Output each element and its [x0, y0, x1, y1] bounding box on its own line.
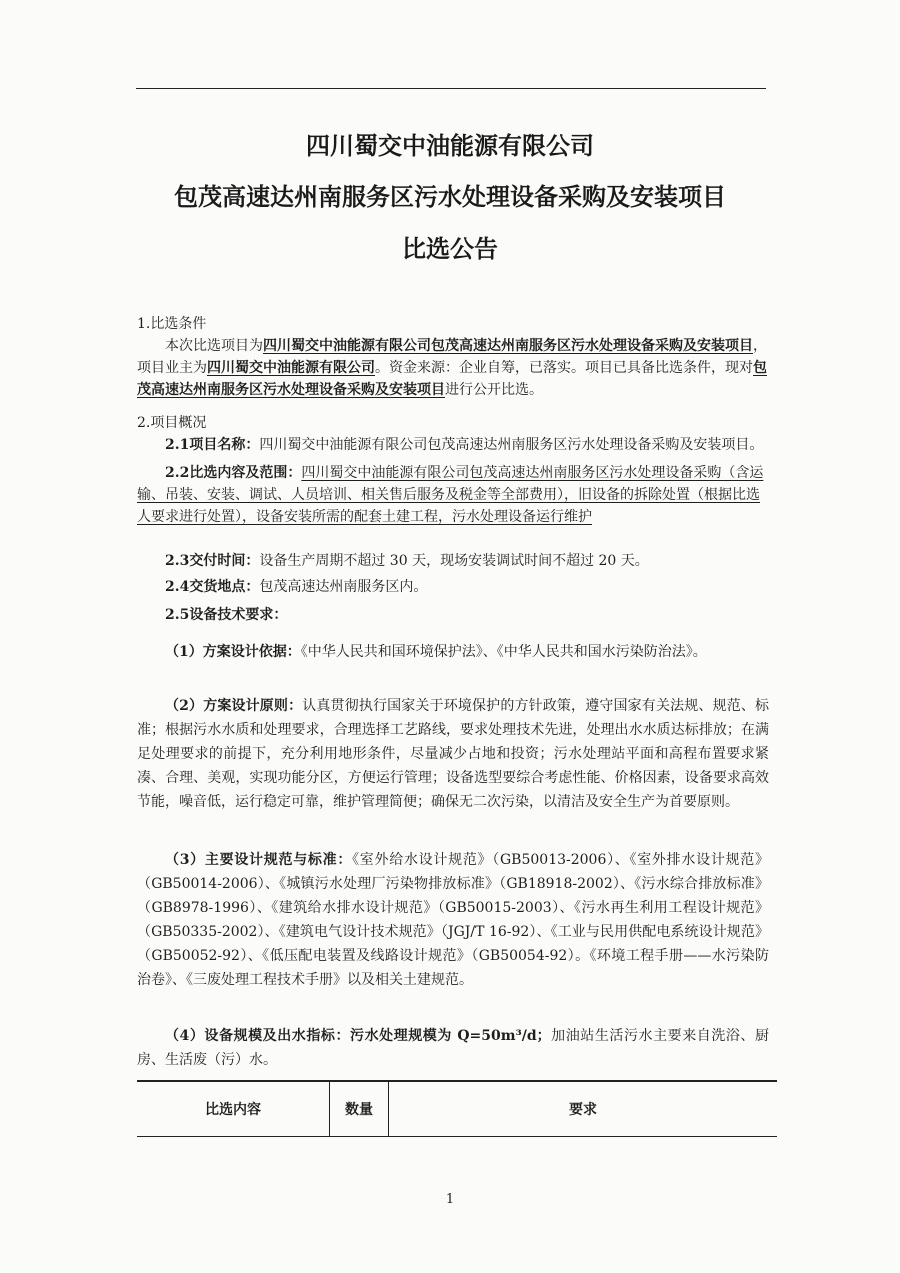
item-2-3: 2.3交付时间：设备生产周期不超过 30 天，现场安装调试时间不超过 20 天。 [165, 553, 649, 569]
section-2 [137, 412, 769, 528]
section-1-heading: 1.比选条件 [137, 316, 207, 332]
project-name-link-text: 四川蜀交中油能源有限公司包茂高速达州南服务区污水处理设备采购及安装项目 [263, 338, 753, 354]
spec-table [137, 1080, 777, 1137]
owner-name: 四川蜀交中油能源有限公司 [207, 360, 375, 376]
item-2-2: 2.2比选内容及范围：四川蜀交中油能源有限公司包茂高速达州南服务区污水处理设备采购（含运输、吊装、安装、调试、人员培训、相关售后服务及税金等全部费用），旧设备的拆除处置（根据比选人要求进行处置），设备安装所需的配套土建工程，污水处理设备运行维护 [137, 465, 764, 525]
section-1-paragraph: 本次比选项目为四川蜀交中油能源有限公司包茂高速达州南服务区污水处理设备采购及安装项目，项目业主为四川蜀交中油能源有限公司。资金来源：企业自筹，已落实。项目已具备比选条件，现对包茂高速达州南服务区污水处理设备采购及安装项目进行公开比选。 [137, 338, 767, 398]
col-header-requirement: 要求 [389, 1081, 778, 1137]
table-header-row [137, 1081, 777, 1137]
item-2-1: 2.1项目名称：四川蜀交中油能源有限公司包茂高速达州南服务区污水处理设备采购及安装项目。 [165, 437, 764, 453]
req-2: （2）方案设计原则：认真贯彻执行国家关于环境保护的方针政策，遵守国家有关法规、规范、标准；根据污水水质和处理要求，合理选择工艺路线，要求处理技术先进，处理出水水质达标排放；在满足处理要求的前提下，充分利用地形条件，尽量减少占地和投资；污水处理站平面和高程布置要求紧凑、合理、美观，实现功能分区，方便运行管理；设备选型要综合考虑性能、价格因素，设备要求高效节能，噪音低，运行稳定可靠，维护管理简便；确保无二次污染，以清洁及安全生产为首要原则。 [137, 698, 769, 810]
project-title: 包茂高速达州南服务区污水处理设备采购及安装项目 [174, 182, 726, 211]
item-2-5: 2.5设备技术要求： [165, 607, 288, 623]
req-4: （4）设备规模及出水指标：污水处理规模为 Q=50m³/d；加油站生活污水主要来自洗浴、厨房、生活废（污）水。 [137, 1028, 769, 1068]
col-header-content: 比选内容 [137, 1081, 330, 1137]
page-number: 1 [445, 1192, 455, 1207]
section-1 [137, 313, 769, 401]
company-title: 四川蜀交中油能源有限公司 [306, 131, 594, 160]
announcement-title: 比选公告 [402, 234, 498, 263]
col-header-quantity: 数量 [330, 1081, 389, 1137]
header-rule [136, 88, 766, 89]
item-2-4: 2.4交货地点：包茂高速达州南服务区内。 [165, 579, 428, 595]
section-2-heading: 2.项目概况 [137, 415, 207, 431]
project-short-name: 包茂高速达州南服务区污水处理设备采购及安装项目 [137, 360, 767, 398]
req-1: （1）方案设计依据：《中华人民共和国环境保护法》、《中华人民共和国水污染防治法》。 [165, 644, 707, 660]
req-3: （3）主要设计规范与标准：《室外给水设计规范》（GB50013-2006）、《室外排水设计规范》（GB50014-2006）、《城镇污水处理厂污染物排放标准》（GB18918-2002）、《污水综合排放标准》（GB8978-1996）、《建筑给水排水设计规范》（GB50015-2003）、《污水再生利用工程设计规范》（GB50335-2002）、《建筑电气设计技术规范》（JGJ/T 16-92）、《工业与民用供配电系统设计规范》（GB50052-92）、《低压配电装置及线路设计规范》（GB50054-92）。《环境工程手册——水污染防治卷》、《三废处理工程技术手册》以及相关土建规范。 [137, 852, 769, 988]
